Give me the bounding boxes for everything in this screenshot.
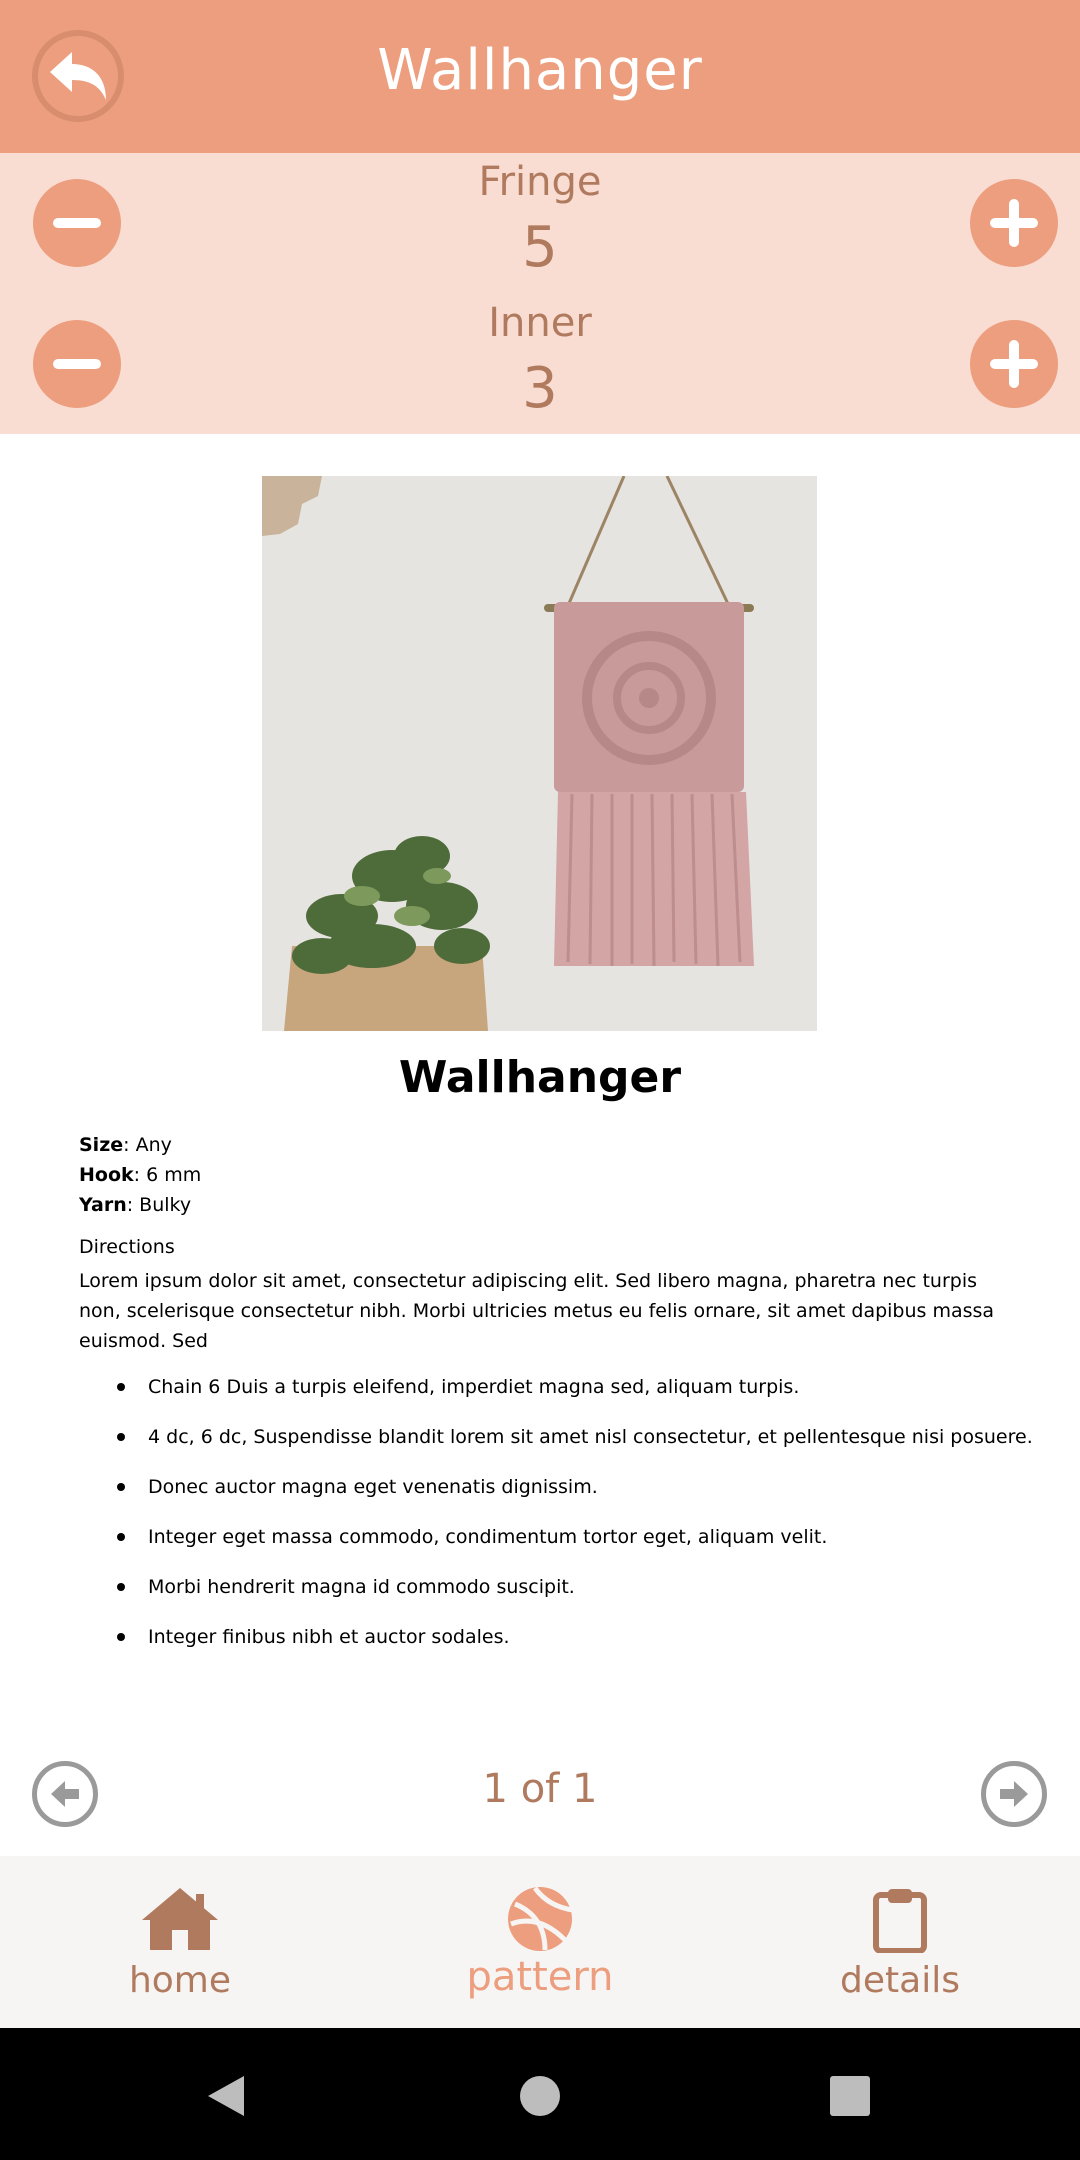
system-back-button[interactable]: [196, 2066, 256, 2126]
next-page-button[interactable]: [981, 1761, 1047, 1827]
spec-yarn: [79, 1190, 201, 1220]
spec-key: Hook: [79, 1164, 134, 1186]
list-item: Integer eget massa commodo, condimentum tortor eget, aliquam velit.: [79, 1522, 1039, 1572]
list-item: Donec auctor magna eget venenatis dignissim.: [79, 1472, 1039, 1522]
counter-value: 3: [522, 356, 558, 421]
directions-heading: Directions: [79, 1236, 175, 1258]
list-item: Chain 6 Duis a turpis eleifend, imperdiet magna sed, aliquam turpis.: [79, 1372, 1039, 1422]
nav-pattern[interactable]: [360, 1856, 720, 2028]
square-recents-icon: [828, 2074, 872, 2118]
triangle-back-icon: [204, 2072, 248, 2120]
page-title: Wallhanger: [377, 38, 703, 103]
wallhanger-photo-illustration: [262, 476, 817, 1031]
nav-home[interactable]: [0, 1856, 360, 2028]
list-item: Integer finibus nibh et auctor sodales.: [79, 1622, 1039, 1672]
spec-key: Yarn: [79, 1194, 127, 1216]
plus-icon: [984, 193, 1044, 253]
pattern-specs: [79, 1130, 201, 1220]
fringe-increment-button[interactable]: [970, 179, 1058, 267]
yarn-ball-icon: [500, 1884, 580, 1954]
spec-size: [79, 1130, 201, 1160]
inner-increment-button[interactable]: [970, 320, 1058, 408]
spec-key: Size: [79, 1134, 124, 1156]
pattern-photo: [262, 476, 817, 1031]
nav-label: home: [128, 1960, 232, 2001]
list-item: 4 dc, 6 dc, Suspendisse blandit lorem sit amet nisl consectetur, et pellentesque nisi posuere.: [79, 1422, 1039, 1472]
nav-label: pattern: [466, 1954, 614, 2000]
pattern-title: Wallhanger: [398, 1052, 682, 1103]
directions-text: Lorem ipsum dolor sit amet, consectetur adipiscing elit. Sed libero magna, pharetra nec turpis non, scelerisque consectetur nibh. Morbi ultricies metus eu felis ornare, sit amet dapibus massa euismod. Sed: [79, 1270, 995, 1352]
top-app-bar: [0, 0, 1080, 153]
list-item: Morbi hendrerit magna id commodo suscipit.: [79, 1572, 1039, 1622]
spec-value: : Bulky: [126, 1194, 192, 1216]
page-indicator: 1 of 1: [482, 1766, 598, 1812]
bottom-navigation: [0, 1856, 1080, 2028]
counter-label: Inner: [488, 300, 592, 346]
system-navigation-bar: [0, 2028, 1080, 2160]
arrow-right-icon: [994, 1774, 1034, 1814]
nav-label: details: [840, 1960, 960, 2001]
counters-panel: [0, 153, 1080, 434]
system-recents-button[interactable]: [820, 2066, 880, 2126]
counter-value: 5: [522, 215, 558, 280]
counter-fringe: [0, 153, 1080, 293]
counter-label: Fringe: [478, 159, 602, 205]
system-home-button[interactable]: [510, 2066, 570, 2126]
circle-home-icon: [518, 2074, 562, 2118]
spec-value: : Any: [123, 1134, 172, 1156]
spec-value: : 6 mm: [133, 1164, 202, 1186]
spec-hook: [79, 1160, 201, 1190]
counter-inner: [0, 294, 1080, 434]
plus-icon: [984, 334, 1044, 394]
house-icon: [140, 1884, 220, 1954]
nav-details[interactable]: [720, 1856, 1080, 2028]
steps-list: [79, 1372, 1039, 1672]
clipboard-icon: [860, 1884, 940, 1954]
